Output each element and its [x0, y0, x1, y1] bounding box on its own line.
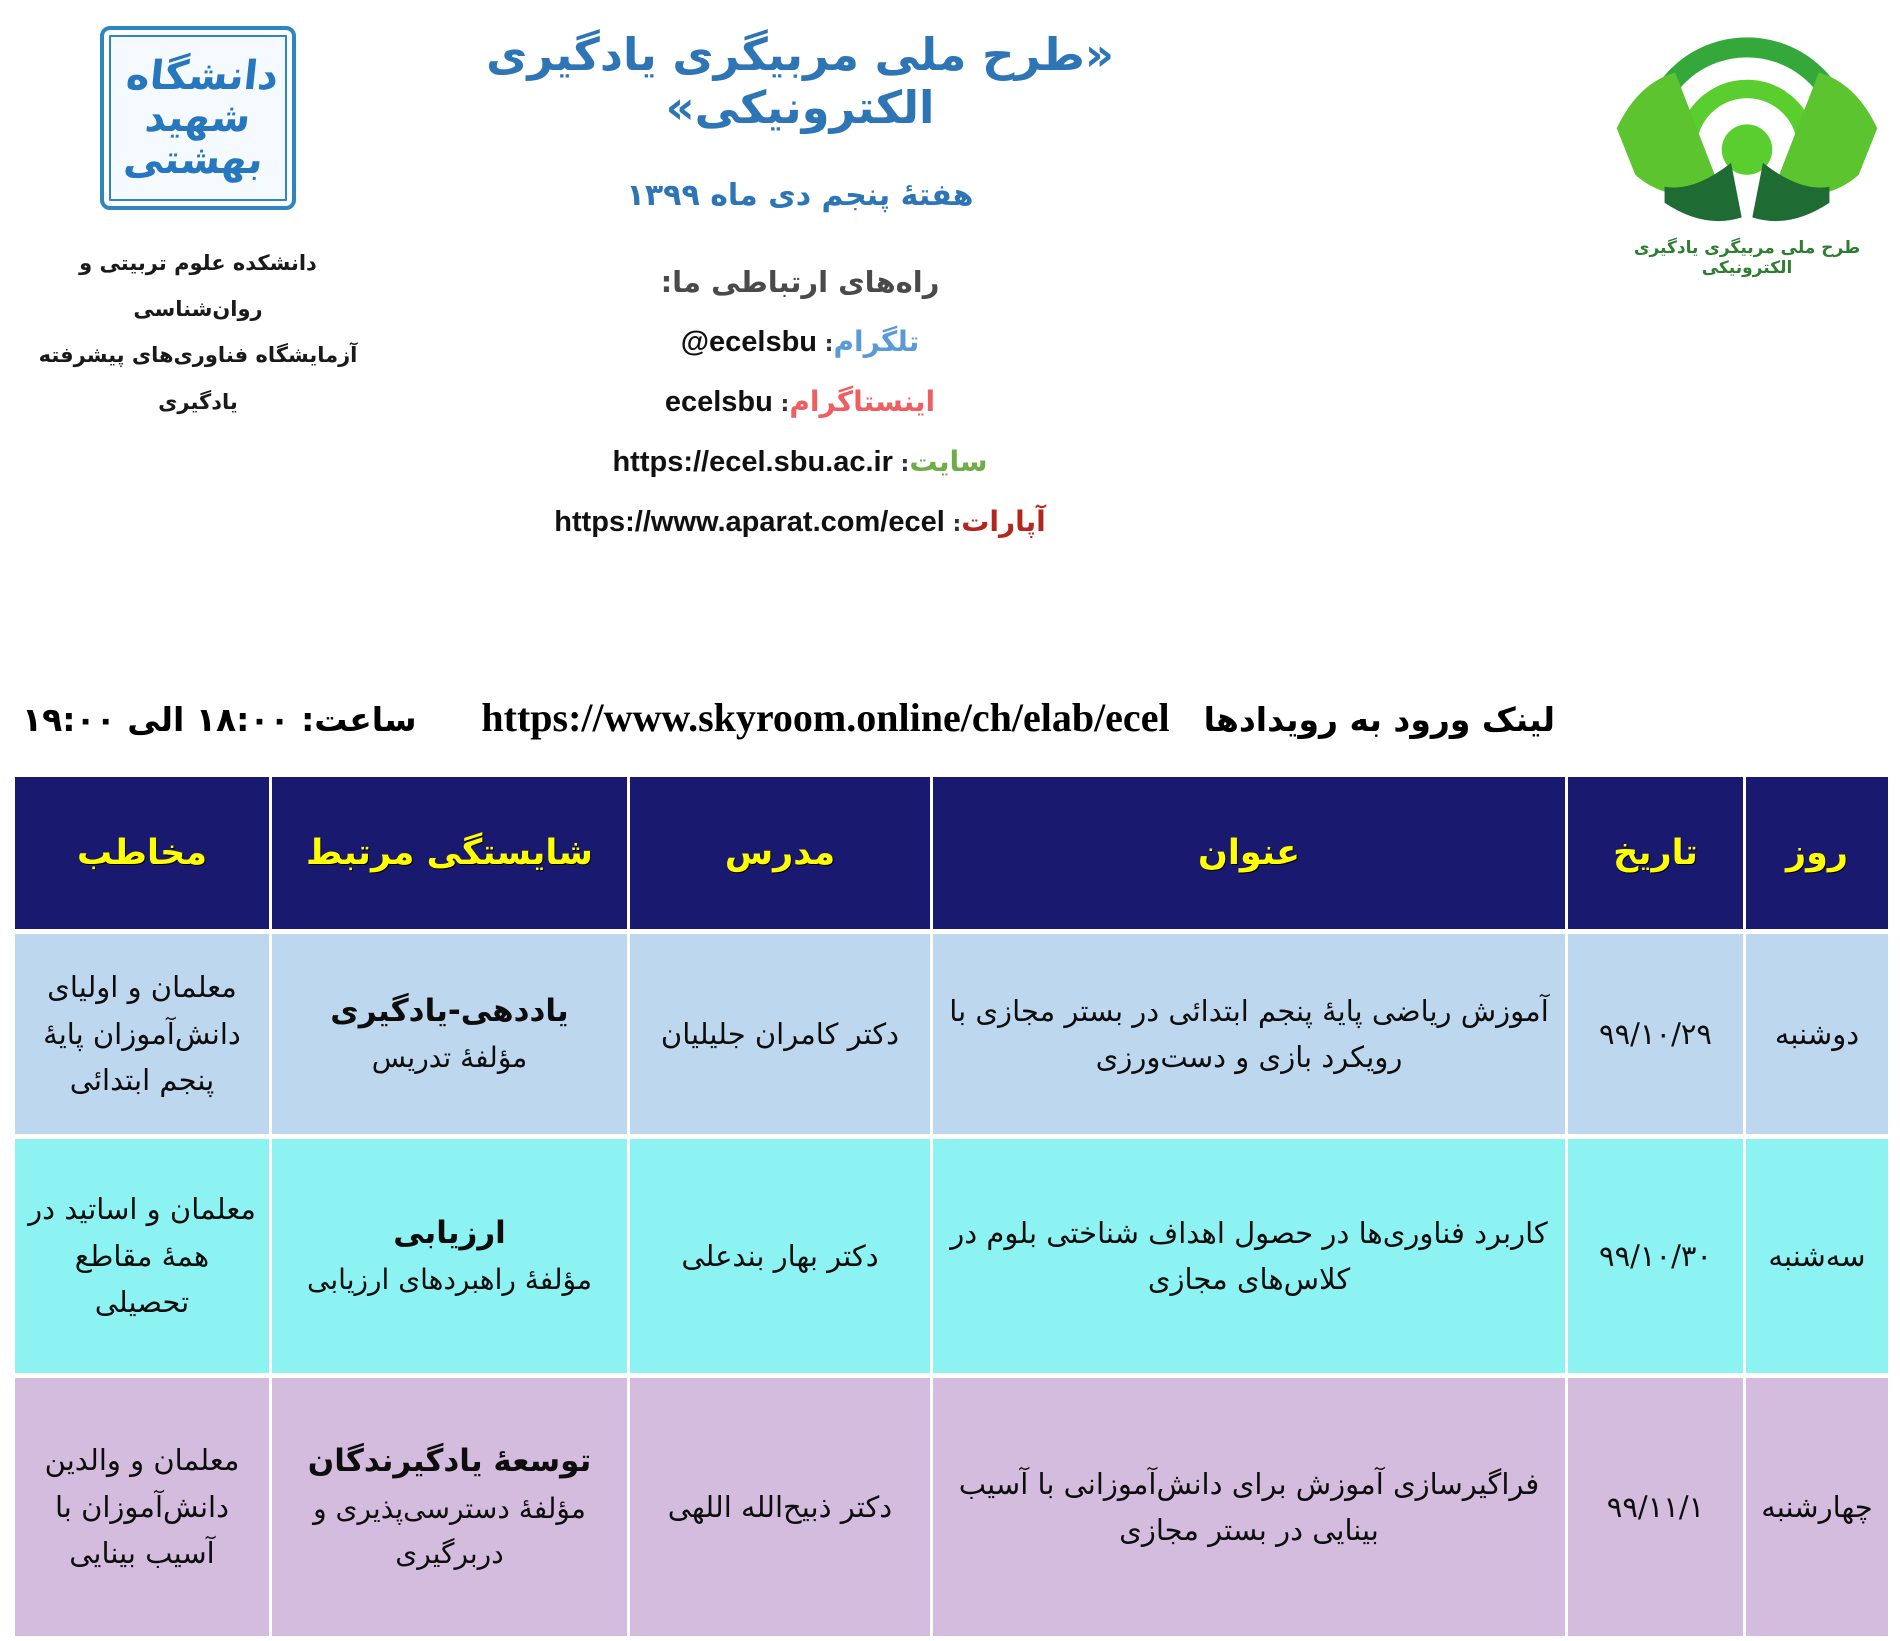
university-block [18, 26, 378, 425]
seal-word-3: بهشتی [121, 137, 266, 183]
contact-heading: راه‌های ارتباطی ما: [660, 265, 940, 299]
competency-component: مؤلفهٔ راهبردهای ارزیابی [307, 1263, 592, 1297]
date-cell: ۹۹/۱۰/۲۹ [1568, 934, 1743, 1134]
contact-line-website [370, 445, 1230, 479]
instructor-cell: دکتر ذبیح‌الله اللهی [630, 1378, 930, 1636]
colon-separator: : [772, 392, 790, 417]
seal-word-2: شهید [142, 95, 253, 141]
aparat-url-link[interactable]: https://www.aparat.com/ecel [554, 506, 945, 538]
events-link-label: لینک ورود به رویدادها [1203, 700, 1555, 739]
title-cell: کاربرد فناوری‌ها در حصول اهداف شناختی بلوم در کلاس‌های مجازی [933, 1139, 1565, 1373]
date-cell: ۹۹/۱۰/۳۰ [1568, 1139, 1743, 1373]
table-header-row [15, 777, 1888, 929]
header-competency: شایستگی مرتبط [272, 777, 627, 929]
program-logo-block [1602, 6, 1892, 278]
page-title: «طرح ملی مربیگری یادگیری الکترونیکی» [486, 28, 1114, 134]
website-url-link[interactable]: https://ecel.sbu.ac.ir [612, 446, 893, 478]
competency-cell [272, 1378, 627, 1636]
audience-cell: معلمان و والدین دانش‌آموزان با آسیب بینایی [15, 1378, 269, 1636]
faculty-line: دانشکده علوم تربیتی و روان‌شناسی [79, 251, 317, 322]
title-block [370, 28, 1230, 565]
website-label: سایت [909, 445, 988, 478]
table-row [15, 1139, 1888, 1373]
aparat-label: آپارات [961, 505, 1046, 538]
instagram-handle: ecelsbu [664, 386, 773, 418]
telegram-handle: @ecelsbu [680, 326, 818, 358]
instagram-label: اینستاگرام [789, 385, 936, 418]
header-instructor: مدرس [630, 777, 930, 929]
instructor-cell: دکتر کامران جلیلیان [630, 934, 930, 1134]
contact-line-telegram [370, 325, 1230, 359]
faculty-caption [18, 240, 378, 425]
elearning-coaching-logo-icon [1611, 6, 1883, 232]
contact-block [370, 265, 1230, 539]
date-cell: ۹۹/۱۱/۱ [1568, 1378, 1743, 1636]
title-cell: آموزش ریاضی پایهٔ پنجم ابتدائی در بستر مجازی با رویکرد بازی و دست‌ورزی [933, 934, 1565, 1134]
page-header [0, 0, 1900, 690]
events-link-group [481, 694, 1555, 741]
competency-cell [272, 934, 627, 1134]
telegram-label: تلگرام [833, 325, 920, 358]
schedule-table [12, 772, 1891, 1641]
lab-line: آزمایشگاه فناوری‌های پیشرفته یادگیری [38, 343, 358, 414]
colon-separator: : [817, 332, 834, 357]
university-seal-calligraphy [115, 55, 280, 181]
events-link-bar [0, 692, 1900, 770]
instructor-cell: دکتر بهار بندعلی [630, 1139, 930, 1373]
university-seal-logo [100, 26, 296, 210]
competency-name: ارزیابی [393, 1214, 506, 1251]
competency-component: مؤلفهٔ دسترسی‌پذیری و دربرگیری [313, 1492, 586, 1570]
competency-component: مؤلفهٔ تدریس [371, 1041, 528, 1075]
competency-name: یاددهی-یادگیری [330, 992, 569, 1029]
competency-name: توسعهٔ یادگیرندگان [307, 1443, 592, 1480]
session-time: ساعت: ۱۸:۰۰ الی ۱۹:۰۰ [22, 700, 417, 739]
contact-line-instagram [370, 385, 1230, 419]
header-audience: مخاطب [15, 777, 269, 929]
seal-word-1: دانشگاه [124, 53, 281, 99]
audience-cell: معلمان و اولیای دانش‌آموزان پایهٔ پنجم ابتدائی [15, 934, 269, 1134]
contact-line-aparat [370, 505, 1230, 539]
title-cell: فراگیرسازی آموزش برای دانش‌آموزانی با آسیب بینایی در بستر مجازی [933, 1378, 1565, 1636]
competency-cell [272, 1139, 627, 1373]
colon-separator: : [892, 452, 910, 477]
day-cell: سه‌شنبه [1746, 1139, 1888, 1373]
colon-separator: : [944, 512, 962, 537]
header-day: روز [1746, 777, 1888, 929]
header-date: تاریخ [1568, 777, 1743, 929]
audience-cell: معلمان و اساتید در همهٔ مقاطع تحصیلی [15, 1139, 269, 1373]
table-row [15, 934, 1888, 1134]
program-logo-caption: طرح ملی مربیگری یادگیری الکترونیکی [1633, 238, 1861, 278]
day-cell: چهارشنبه [1746, 1378, 1888, 1636]
page-subtitle: هفتهٔ پنجم دی ماه ۱۳۹۹ [626, 178, 974, 213]
header-title: عنوان [933, 777, 1565, 929]
day-cell: دوشنبه [1746, 934, 1888, 1134]
table-row [15, 1378, 1888, 1636]
skyroom-url-link[interactable]: https://www.skyroom.online/ch/elab/ecel [481, 695, 1170, 740]
